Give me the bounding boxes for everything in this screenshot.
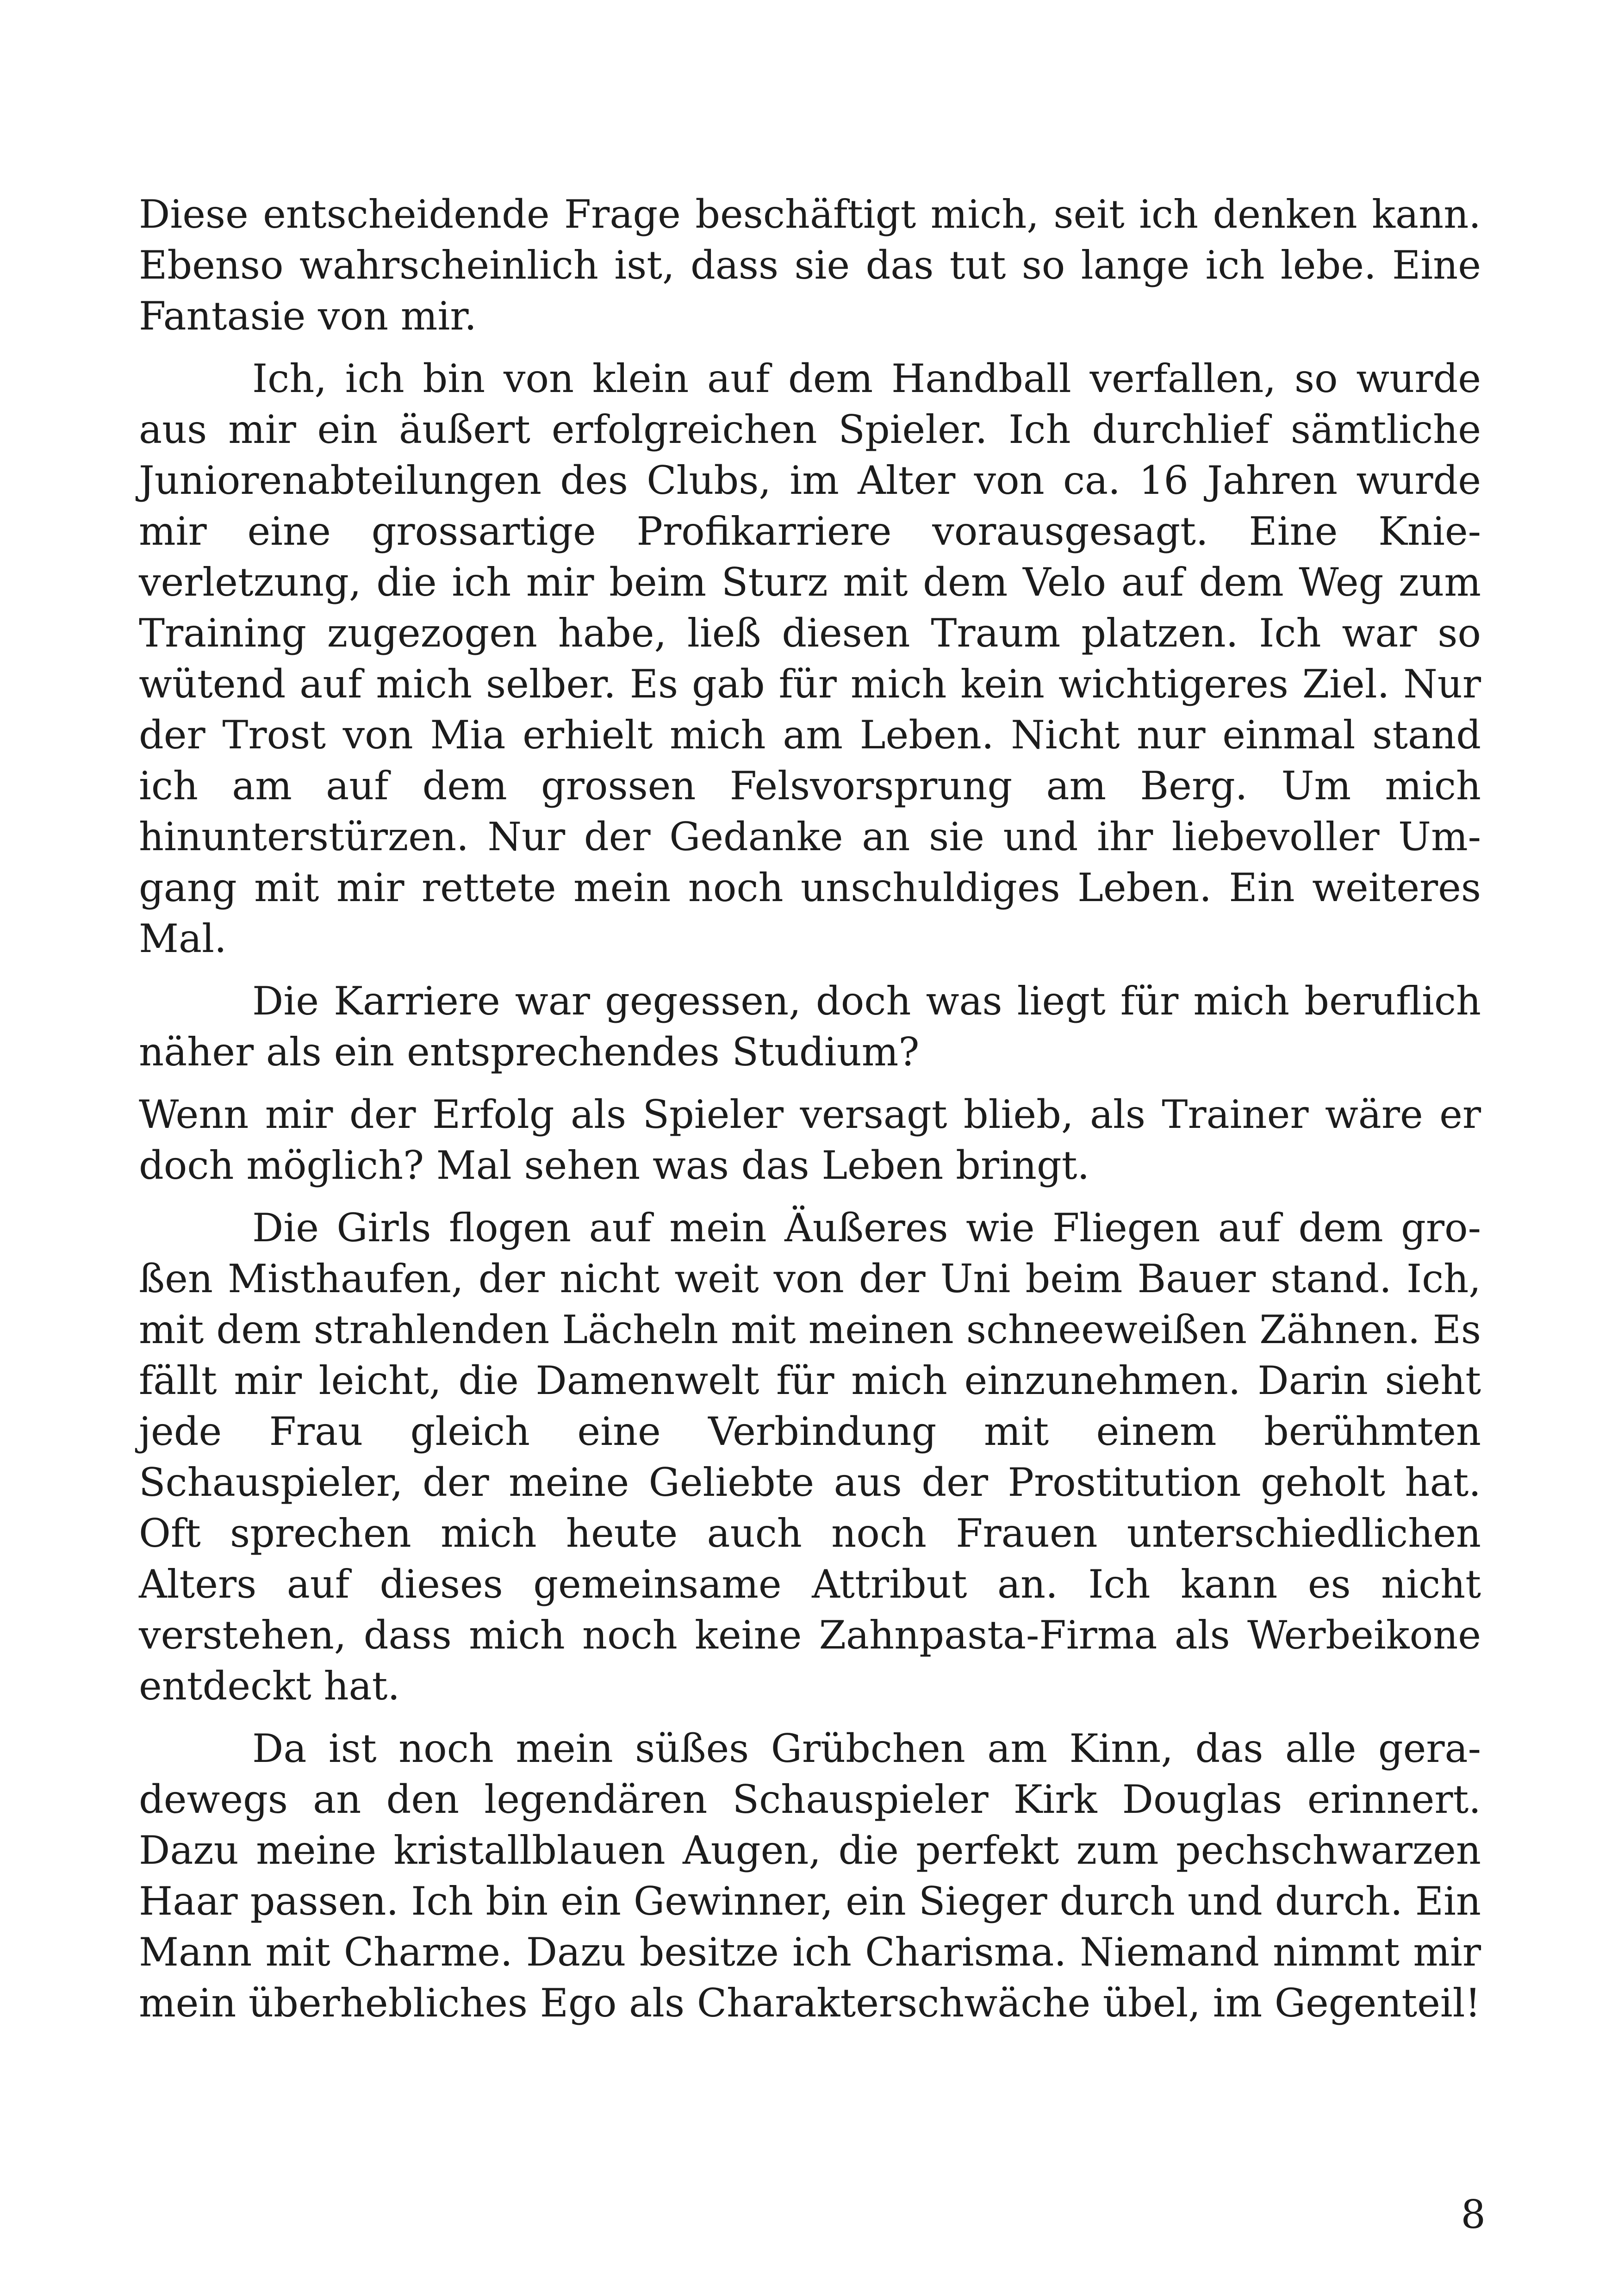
paragraph: Die Girls flogen auf mein Äußeres wie Fliegen auf dem großen Misthaufen, der nicht weit von der Uni beim Bauer stand. Ich, mit dem strahlenden Lächeln mit meinen schneeweißen Zähnen. Es fällt mir leicht, die Damenwelt für mich einzunehmen. Darin sieht jede Frau gleich eine Verbindung mit einem berühmten Schauspieler, der meine Geliebte aus der Prostitution geholt hat. Oft sprechen mich heute auch noch Frauen unterschiedlichen Alters auf dieses gemeinsame Attribut an. Ich kann es nicht verstehen, dass mich noch keine Zahnpasta-Firma als Werbeikone entdeckt hat. — [139, 1205, 1481, 1709]
paragraph: Diese entscheidende Frage beschäftigt mich, seit ich denken kann. Ebenso wahrscheinlich ist, dass sie das tut so lange ich lebe. Eine Fantasie von mir. — [139, 192, 1481, 339]
page-body — [139, 189, 1481, 2040]
paragraph: Wenn mir der Erfolg als Spieler versagt blieb, als Trainer wäre er doch möglich? Mal sehen was das Leben bringt. — [139, 1092, 1481, 1188]
paragraph: Die Karriere war gegessen, doch was liegt für mich beruflich näher als ein entsprechendes Studium? — [139, 978, 1481, 1075]
paragraph: Ich, ich bin von klein auf dem Handball verfallen, so wurde aus mir ein äußert erfolgreichen Spieler. Ich durchlief sämtliche Juniorenabteilungen des Clubs, im Alter von ca. 16 Jahren wurde mir eine grossartige Profikarriere vorausgesagt. Eine Knieverletzung, die ich mir beim Sturz mit dem Velo auf dem Weg zum Training zugezogen habe, ließ diesen Traum platzen. Ich war so wütend auf mich selber. Es gab für mich kein wichtigeres Ziel. Nur der Trost von Mia erhielt mich am Leben. Nicht nur einmal stand ich am auf dem grossen Felsvorsprung am Berg. Um mich hinunterstürzen. Nur der Gedanke an sie und ihr liebevoller Umgang mit mir rettete mein noch unschuldiges Leben. Ein weiteres Mal. — [139, 356, 1481, 961]
paragraph: Da ist noch mein süßes Grübchen am Kinn, das alle geradewegs an den legendären Schauspieler Kirk Douglas erinnert. Dazu meine kristallblauen Augen, die perfekt zum pechschwarzen Haar passen. Ich bin ein Gewinner, ein Sieger durch und durch. Ein Mann mit Charme. Dazu besitze ich Charisma. Niemand nimmt mir mein überhebliches Ego als Charakterschwäche übel, im Gegenteil! — [139, 1726, 1481, 2026]
page-number: 8 — [1461, 2192, 1486, 2237]
